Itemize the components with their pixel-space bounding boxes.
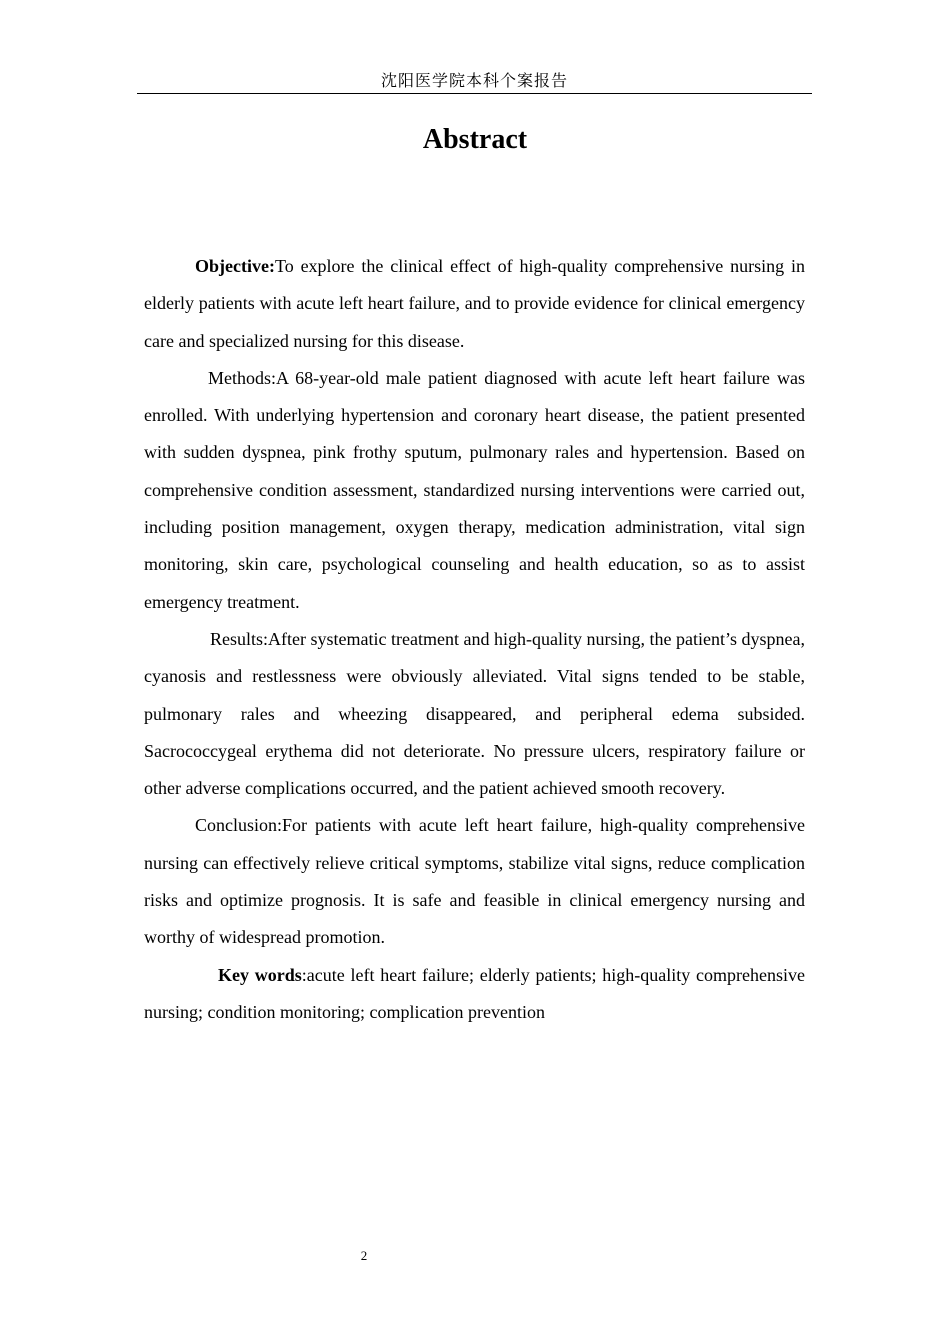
results-text: After systematic treatment and high-quality nursing, the patient’s dyspnea, cyanosis and restlessness were obviously alleviated. Vital signs tended to be stable, pulmonary rales and wheezing disappeared, and peripheral edema subsided. Sacrococcygeal erythema did not deteriorate. No pressure ulcers, respiratory failure or other adverse complications occurred, and the patient achieved smooth recovery. xyxy=(144,628,805,799)
methods-text: A 68-year-old male patient diagnosed with acute left heart failure was enrolled. With underlying hypertension and coronary heart disease, the patient presented with sudden dyspnea, pink frothy sputum, pulmonary rales and hypertension. Based on comprehensive condition assessment, standardized nursing interventions were carried out, including position management, oxygen therapy, medication administration, vital sign monitoring, skin care, psychological counseling and health education, so as to assist emergency treatment. xyxy=(144,367,805,612)
objective-text: To explore the clinical effect of high-quality comprehensive nursing in elderly patients with acute left heart failure, and to provide evidence for clinical emergency care and specialized nursing for this disease. xyxy=(144,256,805,351)
keywords-text: :acute left heart failure; elderly patients; high-quality comprehensive nursing; condition monitoring; complication prevention xyxy=(144,964,806,1022)
page-number: 2 xyxy=(360,1248,368,1263)
objective-paragraph xyxy=(144,248,805,360)
conclusion-label: Conclusion: xyxy=(195,815,283,836)
objective-label: Objective: xyxy=(195,256,275,276)
methods-label: Methods: xyxy=(208,367,277,388)
keywords-label: Key words xyxy=(218,964,302,985)
results-paragraph xyxy=(144,621,805,807)
conclusion-paragraph xyxy=(144,807,805,956)
results-label: Results: xyxy=(210,628,269,649)
abstract-title: Abstract xyxy=(422,124,528,155)
conclusion-text: For patients with acute left heart failure, high-quality comprehensive nursing can effectively relieve critical symptoms, stabilize vital signs, reduce complication risks and optimize prognosis. It is safe and feasible in clinical emergency nursing and worthy of widespread promotion. xyxy=(144,815,805,948)
keywords-paragraph xyxy=(144,957,805,1032)
abstract-body xyxy=(144,248,805,1031)
methods-paragraph xyxy=(144,360,805,621)
running-header: 沈阳医学院本科个案报告 xyxy=(137,70,812,94)
